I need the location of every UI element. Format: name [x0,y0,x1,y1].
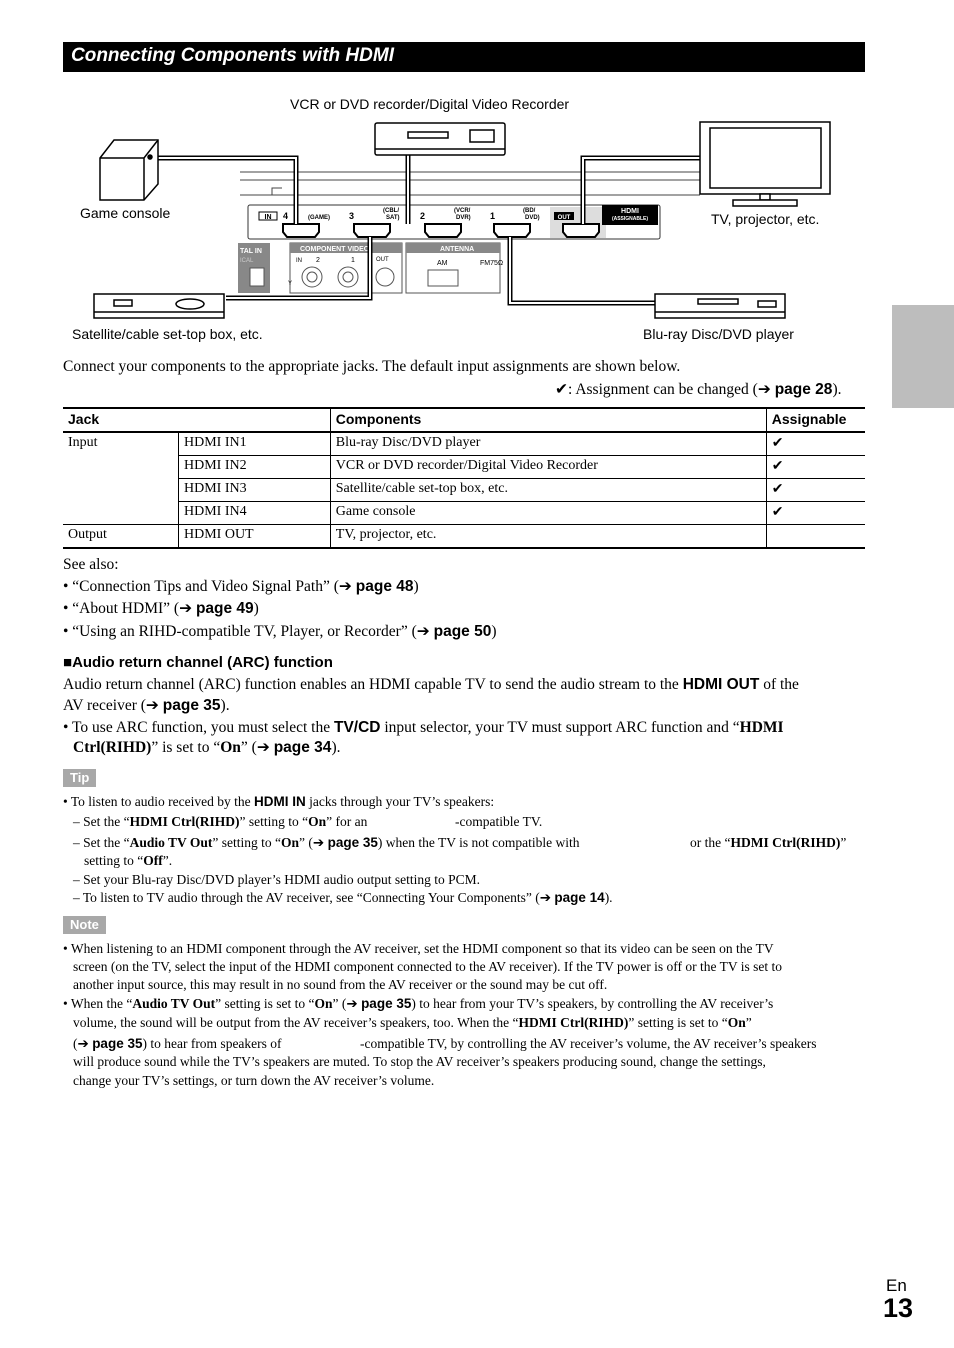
intro-text: Connect your components to the appropriate jacks. The default input assignments are shown below. [63,358,681,375]
tip-text: setting to “ [84,853,144,868]
tip-line [84,851,172,870]
arc-text: input selector, your TV must support ARC function and “ [380,719,740,736]
table-row [63,502,865,525]
tip-label: Tip [63,769,96,787]
see-also-end: ) [491,623,497,640]
note-line: will produce sound while the TV’s speakers are muted. To stop the AV receiver’s speakers producing sound, change the settings, [73,1054,766,1069]
in1-number: 1 [490,211,496,221]
in2-sub1: (VCR/ [454,208,471,214]
ctrl-rihd-term: Ctrl(RIHD) [73,739,152,756]
hdmi-panel-title: HDMI [621,208,639,215]
language-label: En [886,1276,907,1295]
tip-line [73,812,367,831]
page-ref-28[interactable]: page 28 [774,381,833,398]
assignable-cell [766,525,865,549]
note-line [73,1013,752,1032]
receiver-rear-panel [238,172,700,293]
on-term: On [220,739,241,756]
header-assignable: Assignable [766,408,865,432]
digital-in-label: TAL IN [240,248,262,255]
table-row [63,456,865,479]
arrow-icon: ➔ [312,835,328,850]
comp-in-label: IN [296,258,302,264]
group-input: Input [63,432,179,525]
table-header-row [63,408,865,432]
table-row [63,479,865,502]
in4-sub: (GAME) [308,215,330,221]
jack-cell: HDMI IN3 [179,479,331,502]
page-number: 13 [883,1293,914,1323]
tip-bold: HDMI Ctrl(RIHD) [129,814,240,829]
assignable-check-icon: ✔ [766,456,865,479]
note-line [63,994,773,1013]
tip-text: or the “ [690,835,731,850]
arc-text: ” ( [240,739,257,756]
page-title: Connecting Components with HDMI [71,45,394,66]
jack-cell: HDMI IN2 [179,456,331,479]
note-text: ( [73,1036,78,1051]
tip-text: ” [840,835,847,850]
optical-label: ICAL [240,258,254,264]
in-badge: IN [264,214,272,221]
see-also-end: ) [253,600,259,617]
hdmi-in-term: HDMI IN [253,794,306,809]
note-line: change your TV’s settings, or turn down the AV receiver’s volume. [73,1073,435,1088]
see-also-item [63,577,419,597]
tip-line [73,833,580,852]
see-also-text: • “Using an RIHD-compatible TV, Player, or Recorder” ( [63,623,417,640]
jack-cell: HDMI IN4 [179,502,331,525]
bluray-player-device [655,294,785,318]
see-also-text: • “Connection Tips and Video Signal Path” ( [63,578,339,595]
in4-number: 4 [283,211,289,221]
page-title-bar [63,42,865,72]
tip-text: ). [604,890,613,905]
arc-text: of the [759,676,799,693]
in2-sub2: DVR) [456,215,471,221]
comp-y-label: Y [288,281,293,287]
in2-number: 2 [420,211,426,221]
page-ref-35[interactable]: page 35 [361,996,412,1011]
arc-paragraph-2 [63,718,784,738]
page-ref-34[interactable]: page 34 [273,739,332,756]
tip-text: ” ( [299,835,313,850]
note-bold: On [727,1015,746,1030]
tip-line-end [690,833,846,852]
arc-paragraph-1 [63,675,799,695]
note-bold: HDMI Ctrl(RIHD) [518,1015,629,1030]
note-text: • When the “ [63,996,133,1011]
in1-sub2: DVD) [525,215,540,221]
arrow-icon: ➔ [77,1036,93,1051]
component-video-label: COMPONENT VIDEO [300,246,370,253]
comp-out-label: OUT [376,257,389,263]
page-ref-35[interactable]: page 35 [162,697,221,714]
note-text: ” setting is set to “ [215,996,315,1011]
arrow-icon: ➔ [416,623,434,640]
arrow-icon: ➔ [539,890,555,905]
tip-line: – Set your Blu-ray Disc/DVD player’s HDMI audio output setting to PCM. [73,872,480,887]
note-line [73,1034,282,1053]
arc-heading-text: Audio return channel (ARC) function [72,654,333,671]
tip-text: – Set the “ [73,814,130,829]
arc-text: • To use ARC function, you must select the [63,719,334,736]
component-cell: Satellite/cable set-top box, etc. [330,479,766,502]
note-text: ” [745,1015,752,1030]
arc-text: Audio return channel (ARC) function enables an HDMI capable TV to send the audio stream to the [63,676,683,693]
assignable-check-icon: ✔ [766,502,865,525]
component-cell: TV, projector, etc. [330,525,766,549]
arc-paragraph-1b [63,696,230,716]
assignable-check-icon: ✔ [766,479,865,502]
page-ref-48[interactable]: page 48 [355,578,414,595]
arc-heading [63,654,333,671]
comp-2-label: 2 [316,257,320,264]
hdmi-term: HDMI [739,719,784,736]
checkmark-icon: ✔ [555,381,568,398]
see-also-end: ) [413,578,419,595]
assignment-note-end: ). [832,381,842,398]
tip-line-end: -compatible TV. [455,814,543,829]
note-line: screen (on the TV, select the input of the HDMI component connected to the AV receiver). If the TV power is off or the TV is set to [73,959,782,974]
jack-cell: HDMI OUT [179,525,331,549]
label-bluray: Blu-ray Disc/DVD player [643,326,794,342]
connection-diagram [0,110,954,325]
group-output: Output [63,525,179,549]
note-label: Note [63,916,106,934]
arc-text: ). [220,697,230,714]
component-cell: Blu-ray Disc/DVD player [330,432,766,456]
component-cell: VCR or DVD recorder/Digital Video Recorder [330,456,766,479]
label-satellite: Satellite/cable set-top box, etc. [72,326,263,342]
label-game-console: Game console [80,205,171,221]
tip-text: ”. [162,853,173,868]
hdmi-out-term: HDMI OUT [682,676,760,693]
tip-text: ” setting to “ [239,814,309,829]
satellite-box-device [94,294,224,318]
arrow-icon: ➔ [338,578,356,595]
arc-paragraph-2b [73,738,340,758]
game-console-device [100,140,158,200]
jack-assignment-table [63,407,865,549]
am-label: AM [437,260,448,267]
assignment-note [555,380,841,400]
arc-text: ). [331,739,341,756]
arc-text: AV receiver ( [63,697,146,714]
note-text: ) to hear from speakers of [142,1036,282,1051]
label-tv: TV, projector, etc. [711,211,820,227]
arc-text: ” is set to “ [151,739,221,756]
arrow-icon: ➔ [346,996,362,1011]
tip-line [63,792,494,811]
note-text: volume, the sound will be output from the AV receiver’s speakers, too. When the “ [73,1015,519,1030]
table-row [63,525,865,549]
assignable-check-icon: ✔ [766,432,865,456]
header-components: Components [330,408,766,432]
out-badge: OUT [557,215,571,221]
tip-text: ” setting to “ [212,835,282,850]
in3-number: 3 [349,211,355,221]
see-also-text: • “About HDMI” ( [63,600,180,617]
tv-device [700,122,830,206]
tip-text: ” for an [326,814,368,829]
arrow-icon: ➔ [757,381,771,398]
hdmi-panel-sub: (ASSIGNABLE) [611,216,649,222]
tip-text: – Set the “ [73,835,130,850]
arrow-icon: ➔ [145,697,163,714]
page-ref-35[interactable]: page 35 [327,835,378,850]
tip-bold: On [281,835,300,850]
tip-text: – To listen to TV audio through the AV receiver, see “Connecting Your Components” ( [73,890,540,905]
in1-sub1: (BD/ [523,208,536,214]
tip-text: jacks through your TV’s speakers: [305,794,495,809]
antenna-label: ANTENNA [440,246,475,253]
note-text: ) to hear from your TV’s speakers, by controlling the AV receiver’s [411,996,774,1011]
arrow-icon: ➔ [179,600,196,617]
see-also-item [63,599,259,619]
tip-line [73,888,613,907]
see-also-item [63,622,497,642]
tip-bold: Audio TV Out [129,835,213,850]
note-line: another input source, this may result in no sound from the AV receiver or the sound may be cut off. [73,977,608,992]
note-text: ” setting is set to “ [628,1015,728,1030]
in3-sub1: (CBL/ [383,208,399,214]
component-cell: Game console [330,502,766,525]
see-also-heading: See also: [63,556,119,573]
tip-text: • To listen to audio received by the [63,794,254,809]
label-vcr: VCR or DVD recorder/Digital Video Recorder [290,96,570,112]
note-line: • When listening to an HDMI component through the AV receiver, set the HDMI component so that its video can be seen on the TV [63,941,774,956]
assignment-note-text: : Assignment can be changed ( [568,381,758,398]
note-bold: Audio TV Out [132,996,216,1011]
tip-bold: Off [143,853,163,868]
note-line-end: -compatible TV, by controlling the AV receiver’s volume, the AV receiver’s speakers [360,1036,817,1051]
page-ref-35[interactable]: page 35 [92,1036,143,1051]
tvcd-term: TV/CD [333,719,381,736]
page-ref-50[interactable]: page 50 [433,623,492,640]
note-bold: On [314,996,333,1011]
vcr-device [375,123,505,155]
table-row [63,432,865,456]
in3-sub2: SAT) [386,215,400,221]
comp-1-label: 1 [351,257,355,264]
arrow-icon: ➔ [256,739,274,756]
square-bullet-icon: ■ [63,654,73,671]
page-ref-49[interactable]: page 49 [195,600,254,617]
fm-label: FM75Ω [480,260,504,267]
tip-bold: On [308,814,327,829]
page-ref-14[interactable]: page 14 [554,890,605,905]
tip-bold: HDMI Ctrl(RIHD) [730,835,841,850]
note-text: ” ( [332,996,347,1011]
tip-text: ) when the TV is not compatible with [377,835,580,850]
jack-cell: HDMI IN1 [179,432,331,456]
header-jack: Jack [63,408,330,432]
